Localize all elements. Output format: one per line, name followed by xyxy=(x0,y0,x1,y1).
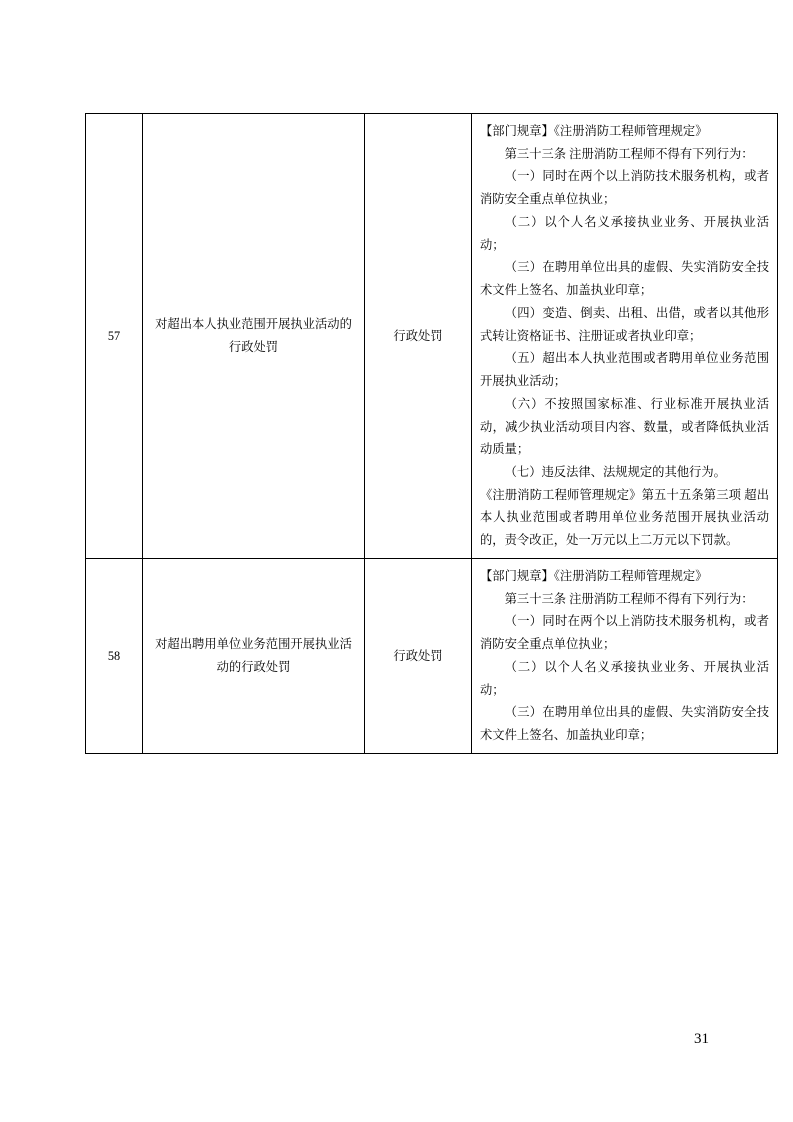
row-number: 58 xyxy=(86,558,143,753)
row-type: 行政处罚 xyxy=(365,114,472,559)
basis-line: （四）变造、倒卖、出租、出借，或者以其他形式转让资格证书、注册证或者执业印章； xyxy=(480,305,769,343)
basis-line: 《注册消防工程师管理规定》第五十五条第三项 超出本人执业范围或者聘用单位业务范围开展执业活动的，责令改正，处一万元以上二万元以下罚款。 xyxy=(480,487,769,548)
row-item-name: 对超出聘用单位业务范围开展执业活动的行政处罚 xyxy=(143,558,365,753)
basis-line: （七）违反法律、法规规定的其他行为。 xyxy=(504,465,726,480)
row-legal-basis xyxy=(472,114,778,559)
basis-line: （三）在聘用单位出具的虚假、失实消防安全技术文件上签名、加盖执业印章； xyxy=(480,705,769,743)
row-legal-basis xyxy=(472,558,778,753)
row-type: 行政处罚 xyxy=(365,558,472,753)
basis-line: （一）同时在两个以上消防技术服务机构，或者消防安全重点单位执业； xyxy=(480,614,769,652)
basis-line: （二）以个人名义承接执业业务、开展执业活动； xyxy=(480,659,769,697)
table-row xyxy=(86,558,778,753)
basis-line: 第三十三条 注册消防工程师不得有下列行为： xyxy=(504,591,754,606)
page-number: 31 xyxy=(694,1031,709,1047)
basis-line: （二）以个人名义承接执业业务、开展执业活动； xyxy=(480,214,769,252)
row-number: 57 xyxy=(86,114,143,559)
table-body xyxy=(86,114,778,754)
row-item-name: 对超出本人执业范围开展执业活动的行政处罚 xyxy=(143,114,365,559)
table-row xyxy=(86,114,778,559)
basis-line: （六）不按照国家标准、行业标准开展执业活动，减少执业活动项目内容、数量，或者降低执业活动质量； xyxy=(480,396,769,457)
basis-line: 第三十三条 注册消防工程师不得有下列行为： xyxy=(504,146,754,161)
regulation-table xyxy=(85,113,778,754)
basis-line: （一）同时在两个以上消防技术服务机构，或者消防安全重点单位执业； xyxy=(480,169,769,207)
basis-line: （五）超出本人执业范围或者聘用单位业务范围开展执业活动； xyxy=(480,351,769,389)
basis-line: 【部门规章】《注册消防工程师管理规定》 xyxy=(480,124,708,138)
basis-line: （三）在聘用单位出具的虚假、失实消防安全技术文件上签名、加盖执业印章； xyxy=(480,260,769,298)
basis-line: 【部门规章】《注册消防工程师管理规定》 xyxy=(480,568,708,583)
